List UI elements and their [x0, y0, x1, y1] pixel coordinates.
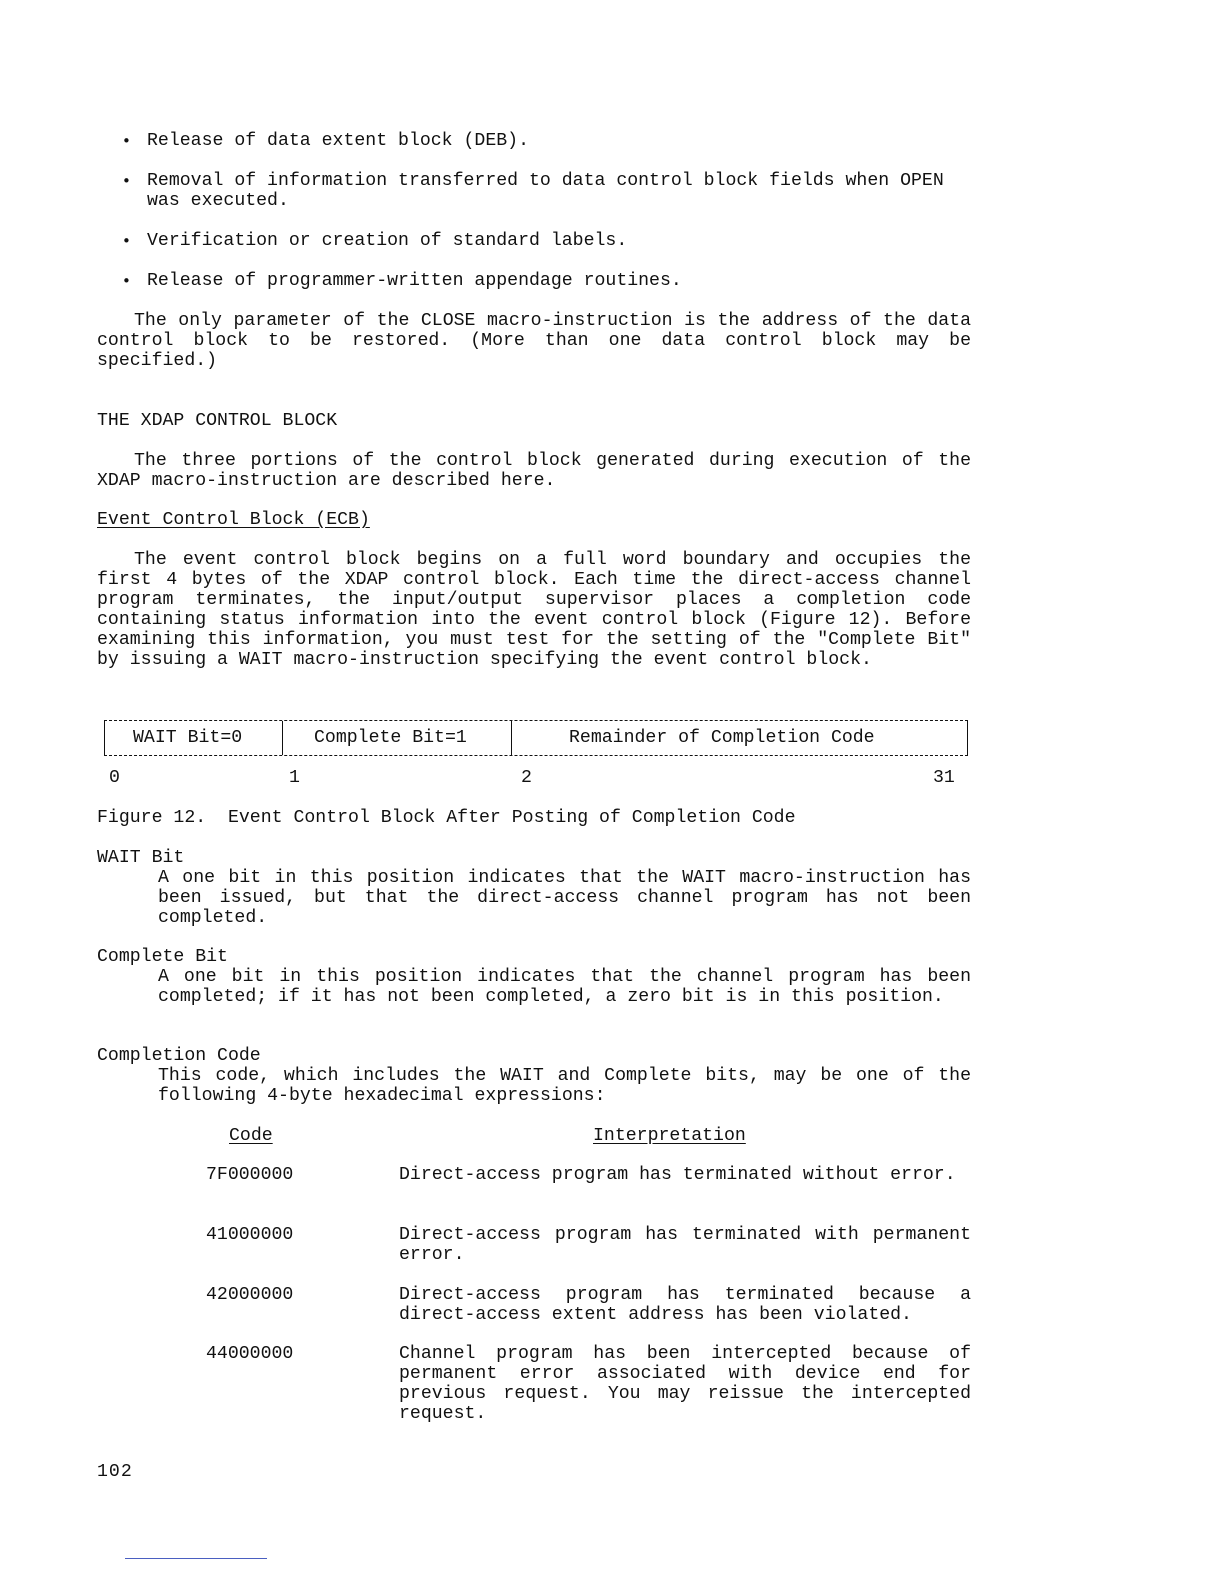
ecb-field-complete-bit: Complete Bit=1 — [314, 728, 467, 748]
table-cell-code: 42000000 — [206, 1285, 294, 1305]
list-item: • Removal of information transferred to data control block fields when OPEN was executed. — [120, 171, 971, 211]
bit-position-label: 2 — [521, 768, 532, 788]
bit-position-label: 31 — [933, 768, 955, 788]
ecb-paragraph: The event control block begins on a full word boundary and occupies the first 4 bytes of the XDAP control block. Each time the direct-access channel program terminates, the input/output supervisor places a completion code containing status information into the event control block (Figure 12). Before examining this information, you must test for the setting of the "Complete Bit" by issuing a WAIT macro-instruction specifying the event control block. — [97, 550, 971, 670]
table-header-code-text: Code — [229, 1126, 273, 1146]
definition-text: A one bit in this position indicates that the WAIT macro-instruction has been issued, but that the direct-access channel program has not been completed. — [158, 868, 971, 928]
table-cell-code: 7F000000 — [206, 1165, 294, 1185]
field-divider — [511, 721, 512, 755]
list-item: • Verification or creation of standard labels. — [120, 231, 971, 251]
table-cell-code: 41000000 — [206, 1225, 294, 1245]
definition-term: Complete Bit — [97, 947, 228, 967]
ecb-field-wait-bit: WAIT Bit=0 — [133, 728, 243, 748]
definition-term: Completion Code — [97, 1046, 261, 1066]
close-functions-list — [120, 131, 971, 311]
subheading-text: Event Control Block (ECB) — [97, 510, 370, 530]
bit-position-label: 0 — [109, 768, 120, 788]
definition-term: WAIT Bit — [97, 848, 185, 868]
table-cell-interpretation: Direct-access program has terminated with permanent error. — [399, 1225, 971, 1265]
footer-rule — [125, 1558, 267, 1559]
table-header-code — [229, 1126, 273, 1146]
bit-position-label: 1 — [289, 768, 300, 788]
definition-text: This code, which includes the WAIT and Complete bits, may be one of the following 4-byte hexadecimal expressions: — [158, 1066, 971, 1106]
field-divider — [282, 721, 283, 755]
figure-caption: Figure 12. Event Control Block After Posting of Completion Code — [97, 808, 796, 828]
table-cell-code: 44000000 — [206, 1344, 294, 1364]
definition-text: A one bit in this position indicates that the channel program has been completed; if it has not been completed, a zero bit is in this position. — [158, 967, 971, 1007]
table-header-interpretation-text: Interpretation — [593, 1126, 746, 1146]
subheading — [97, 510, 971, 530]
close-parameter-paragraph: The only parameter of the CLOSE macro-instruction is the address of the data control block to be restored. (More than one data control block may be specified.) — [97, 311, 971, 371]
list-item: • Release of programmer-written appendage routines. — [120, 271, 971, 291]
list-item: • Release of data extent block (DEB). — [120, 131, 971, 151]
ecb-figure-diagram — [104, 720, 968, 756]
section-intro-paragraph: The three portions of the control block generated during execution of the XDAP macro-instruction are described here. — [97, 451, 971, 491]
table-cell-interpretation: Direct-access program has terminated without error. — [399, 1165, 956, 1185]
table-cell-interpretation: Direct-access program has terminated because a direct-access extent address has been violated. — [399, 1285, 971, 1325]
table-cell-interpretation: Channel program has been intercepted because of permanent error associated with device end for previous request. You may reissue the intercepted request. — [399, 1344, 971, 1424]
page-number: 102 — [97, 1462, 133, 1482]
section-heading: THE XDAP CONTROL BLOCK — [97, 411, 338, 431]
table-header-interpretation — [593, 1126, 746, 1146]
ecb-field-remainder: Remainder of Completion Code — [569, 728, 875, 748]
